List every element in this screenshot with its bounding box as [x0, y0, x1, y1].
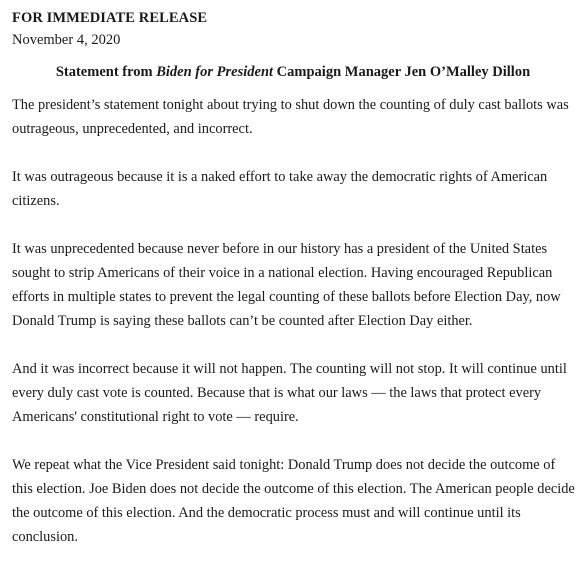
statement-headline	[12, 61, 574, 83]
headline-campaign-name: Biden for President	[156, 64, 274, 80]
headline-suffix: Campaign Manager Jen O’Malley Dillon	[273, 64, 531, 80]
body-paragraph-1: The president’s statement tonight about trying to shut down the counting of duly cast ballots was outrageous, unprecedented, and incorrect.	[12, 97, 569, 137]
body-paragraph-5: We repeat what the Vice President said tonight: Donald Trump does not decide the outcome of this election. Joe Biden does not decide the outcome of this election. The American people decide the outcome of this election. And the democratic process must and will continue until its conclusion.	[12, 457, 575, 545]
release-date: November 4, 2020	[12, 32, 121, 48]
body-paragraph-3: It was unprecedented because never before in our history has a president of the United States sought to strip Americans of their voice in a national election. Having encouraged Republican efforts in multiple states to prevent the legal counting of these ballots before Election Day, now Donald Trump is saying these ballots can’t be counted after Election Day either.	[12, 241, 561, 329]
headline-prefix: Statement from	[55, 64, 157, 80]
release-label: FOR IMMEDIATE RELEASE	[12, 10, 208, 26]
statement-body	[12, 93, 586, 549]
body-paragraph-4: And it was incorrect because it will not happen. The counting will not stop. It will continue until every duly cast vote is counted. Because that is what our laws — the laws that protect every Americans' constitutional right to vote — require.	[12, 361, 567, 425]
body-paragraph-2: It was outrageous because it is a naked effort to take away the democratic rights of American citizens.	[12, 169, 548, 209]
